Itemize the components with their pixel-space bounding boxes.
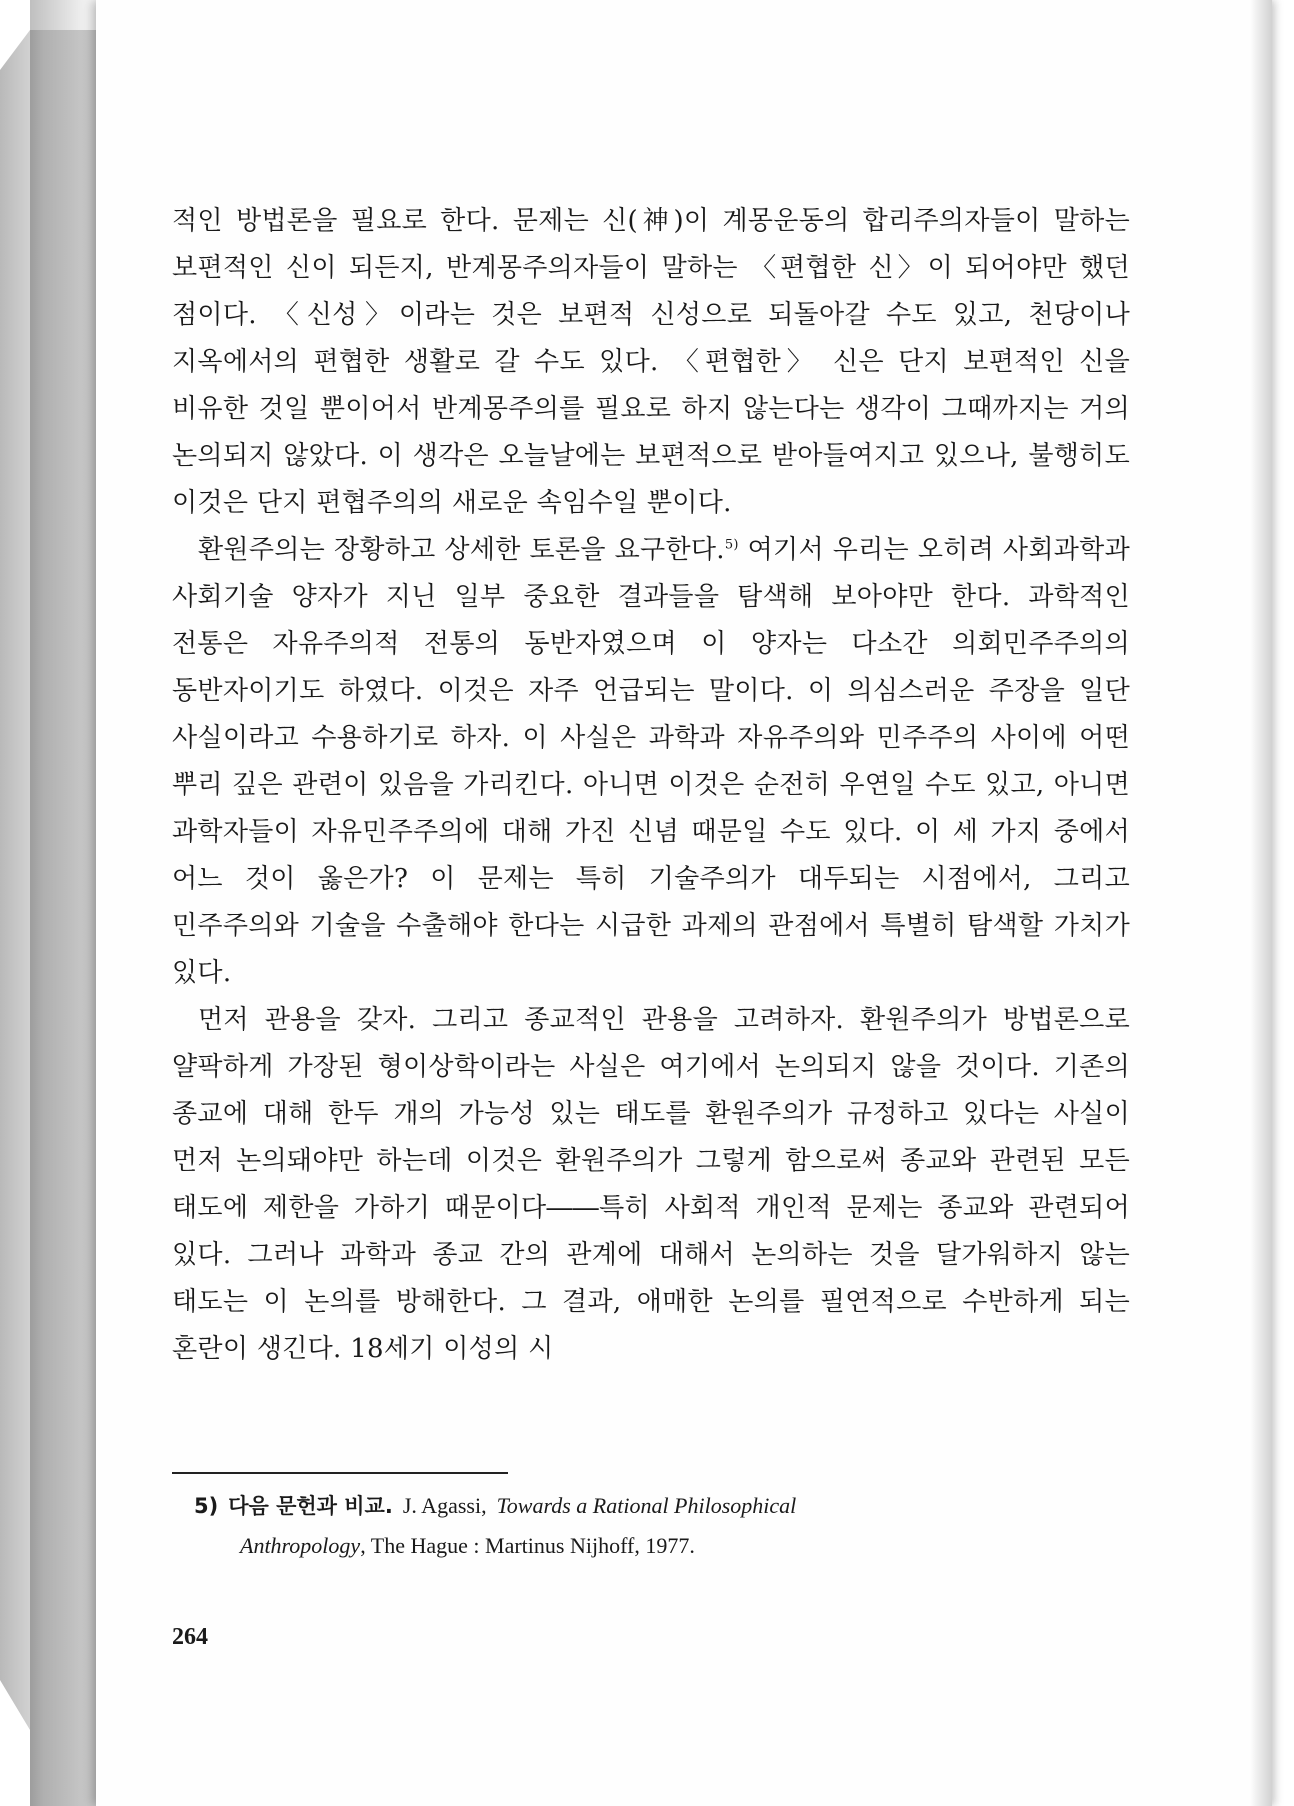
paragraph-2 [172, 527, 1130, 997]
footnote-author: J. Agassi, [402, 1493, 487, 1518]
spine-shadow [30, 0, 100, 1806]
paragraph-3: 먼저 관용을 갖자. 그리고 종교적인 관용을 고려하자. 환원주의가 방법론으로 얄팍하게 가장된 형이상학이라는 사실은 여기에서 논의되지 않을 것이다. 기존의 종교에 대해 한두 개의 가능성 있는 태도를 환원주의가 규정하고 있다는 사실이 먼저 논의돼야만 하는데 이것은 환원주의가 그렇게 함으로써 종교와 관련된 모든 태도에 제한을 가하기 때문이다――특히 사회적 개인적 문제는 종교와 관련되어 있다. 그러나 과학과 종교 간의 관계에 대해서 논의하는 것을 달가워하지 않는 태도는 이 논의를 방해한다. 그 결과, 애매한 논의를 필연적으로 수반하게 되는 혼란이 생긴다. 18세기 이성의 시 [172, 1005, 1130, 1364]
footnote-title-part1: Towards a Rational Philosophical [496, 1493, 797, 1518]
footnote-line-1 [194, 1486, 1130, 1526]
footnote [194, 1486, 1130, 1566]
paragraph-2-text-before: 환원주의는 장황하고 상세한 토론을 요구한다. [198, 535, 725, 565]
footnote-number: 5) [194, 1494, 219, 1518]
page-number: 264 [172, 1624, 208, 1650]
footnote-lead: 다음 문헌과 비교. [228, 1494, 393, 1518]
paragraph-1: 적인 방법론을 필요로 한다. 문제는 신(神)이 계몽운동의 합리주의자들이 말하는 보편적인 신이 되든지, 반계몽주의자들이 말하는 〈편협한 신〉이 되어야만 했던 점이다. 〈신성〉이라는 것은 보편적 신성으로 되돌아갈 수도 있고, 천당이나 지옥에서의 편협한 생활로 갈 수도 있다. 〈편협한〉 신은 단지 보편적인 신을 비유한 것일 뿐이어서 반계몽주의를 필요로 하지 않는다는 생각이 그때까지는 거의 논의되지 않았다. 이 생각은 오늘날에는 보편적으로 받아들여지고 있으나, 불행히도 이것은 단지 편협주의의 새로운 속임수일 뿐이다. [172, 206, 1130, 518]
footnote-title-part2: Anthropology [240, 1533, 361, 1558]
footnote-rest: , The Hague : Martinus Nijhoff, 1977. [360, 1533, 695, 1558]
page-edge-shadow [1250, 0, 1272, 1806]
footnote-divider [172, 1472, 508, 1474]
paragraph-2-text-after: 여기서 우리는 오히려 사회과학과 사회기술 양자가 지닌 일부 중요한 결과들을 탐색해 보아야만 한다. 과학적인 전통은 자유주의적 전통의 동반자였으며 이 양자는 다소간 의회민주주의의 동반자이기도 하였다. 이것은 자주 언급되는 말이다. 이 의심스러운 주장을 일단 사실이라고 수용하기로 하자. 이 사실은 과학과 자유주의와 민주주의 사이에 어떤 뿌리 깊은 관련이 있음을 가리킨다. 아니면 이것은 순전히 우연일 수도 있고, 아니면 과학자들이 자유민주주의에 대해 가진 신념 때문일 수도 있다. 이 세 가지 중에서 어느 것이 옳은가? 이 문제는 특히 기술주의가 대두되는 시점에서, 그리고 민주주의와 기술을 수출해야 한다는 시급한 과제의 관점에서 특별히 탐색할 가치가 있다. [172, 535, 1130, 988]
footnote-mark: 5) [724, 537, 739, 553]
footnote-line-2 [194, 1526, 1130, 1566]
body-text [172, 198, 1130, 1373]
